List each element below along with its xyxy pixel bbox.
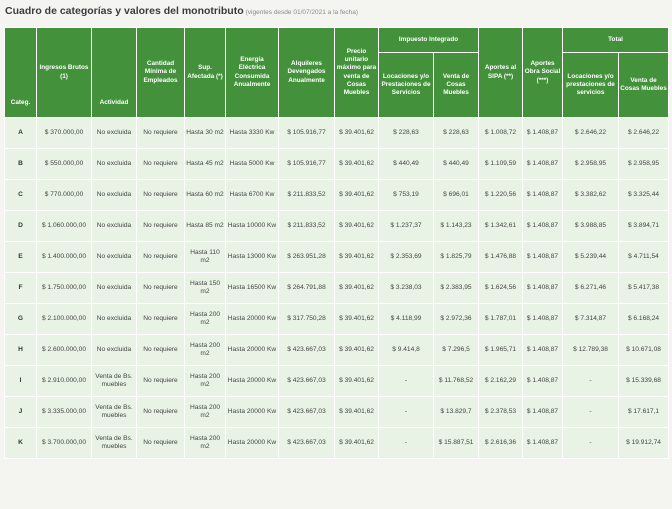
cell-total-venta: $ 10.671,08 (619, 335, 669, 366)
cell-ingresos: $ 770.000,00 (37, 180, 92, 211)
cell-energia: Hasta 6700 Kw (226, 180, 279, 211)
cell-actividad: Venta de Bs. muebles (92, 397, 137, 428)
cell-ingresos: $ 550.000,00 (37, 149, 92, 180)
cell-precio: $ 39.401,62 (335, 428, 379, 459)
cell-ingresos: $ 370.000,00 (37, 118, 92, 149)
cell-category: G (5, 304, 37, 335)
header-alquileres: Alquileres Devengados Anualmente (279, 28, 335, 118)
cell-obra-social: $ 1.408,87 (523, 180, 563, 211)
cell-superficie: Hasta 200 m2 (185, 335, 226, 366)
cell-actividad: No excluida (92, 118, 137, 149)
cell-energia: Hasta 20000 Kw (226, 397, 279, 428)
table-row (5, 242, 669, 273)
cell-imp-locaciones: - (379, 428, 434, 459)
header-imp-locaciones: Locaciones y/o Prestaciones de Servicios (379, 53, 434, 118)
table-body (5, 118, 669, 459)
cell-precio: $ 39.401,62 (335, 180, 379, 211)
cell-total-venta: $ 4.711,54 (619, 242, 669, 273)
header-imp-venta: Venta de Cosas Muebles (434, 53, 479, 118)
cell-precio: $ 39.401,62 (335, 335, 379, 366)
cell-empleados: No requiere (137, 180, 185, 211)
cell-ingresos: $ 1.750.000,00 (37, 273, 92, 304)
cell-sipa: $ 1.624,56 (479, 273, 523, 304)
cell-imp-locaciones: $ 440,49 (379, 149, 434, 180)
cell-sipa: $ 1.787,01 (479, 304, 523, 335)
cell-category: B (5, 149, 37, 180)
cell-total-locaciones: - (563, 428, 619, 459)
cell-actividad: No excluida (92, 304, 137, 335)
cell-imp-locaciones: $ 2.353,69 (379, 242, 434, 273)
cell-precio: $ 39.401,62 (335, 211, 379, 242)
cell-empleados: No requiere (137, 428, 185, 459)
page-subtitle: (vigentes desde 01/07/2021 a la fecha) (245, 9, 359, 16)
monotributo-table (4, 27, 669, 459)
cell-actividad: No excluida (92, 149, 137, 180)
cell-actividad: No excluida (92, 335, 137, 366)
cell-actividad: No excluida (92, 273, 137, 304)
cell-imp-venta: $ 13.829,7 (434, 397, 479, 428)
cell-total-locaciones: - (563, 366, 619, 397)
cell-energia: Hasta 20000 Kw (226, 428, 279, 459)
cell-alquileres: $ 211.833,52 (279, 211, 335, 242)
cell-obra-social: $ 1.408,87 (523, 428, 563, 459)
header-obra-social: Aportes Obra Social (***) (523, 28, 563, 118)
cell-ingresos: $ 2.910.000,00 (37, 366, 92, 397)
cell-imp-venta: $ 2.972,36 (434, 304, 479, 335)
cell-empleados: No requiere (137, 397, 185, 428)
table-row (5, 211, 669, 242)
header-energia: Energía Eléctrica Consumida Anualmente (226, 28, 279, 118)
cell-alquileres: $ 105.916,77 (279, 149, 335, 180)
cell-imp-venta: $ 11.768,52 (434, 366, 479, 397)
table-row (5, 149, 669, 180)
header-sipa: Aportes al SIPA (**) (479, 28, 523, 118)
cell-category: J (5, 397, 37, 428)
table-row (5, 428, 669, 459)
cell-imp-locaciones: $ 4.118,99 (379, 304, 434, 335)
cell-total-locaciones: $ 3.988,85 (563, 211, 619, 242)
header-categ: Categ. (5, 28, 37, 118)
cell-imp-venta: $ 1.143,23 (434, 211, 479, 242)
cell-empleados: No requiere (137, 335, 185, 366)
table-row (5, 304, 669, 335)
cell-energia: Hasta 20000 Kw (226, 366, 279, 397)
cell-sipa: $ 1.476,88 (479, 242, 523, 273)
header-total-locaciones: Locaciones y/o prestaciones de servicios (563, 53, 619, 118)
cell-empleados: No requiere (137, 304, 185, 335)
cell-actividad: Venta de Bs. muebles (92, 366, 137, 397)
cell-precio: $ 39.401,62 (335, 149, 379, 180)
header-ingresos: Ingresos Brutos (1) (37, 28, 92, 118)
table-row (5, 397, 669, 428)
cell-superficie: Hasta 85 m2 (185, 211, 226, 242)
cell-precio: $ 39.401,62 (335, 242, 379, 273)
table-row (5, 118, 669, 149)
cell-actividad: Venta de Bs. muebles (92, 428, 137, 459)
cell-category: I (5, 366, 37, 397)
cell-imp-venta: $ 2.383,95 (434, 273, 479, 304)
cell-category: K (5, 428, 37, 459)
cell-alquileres: $ 211.833,52 (279, 180, 335, 211)
cell-imp-locaciones: $ 9.414,8 (379, 335, 434, 366)
cell-empleados: No requiere (137, 242, 185, 273)
cell-total-venta: $ 3.894,71 (619, 211, 669, 242)
cell-category: C (5, 180, 37, 211)
header-actividad: Actividad (92, 28, 137, 118)
cell-total-locaciones: $ 3.382,62 (563, 180, 619, 211)
cell-alquileres: $ 423.667,03 (279, 428, 335, 459)
cell-actividad: No excluida (92, 211, 137, 242)
cell-obra-social: $ 1.408,87 (523, 366, 563, 397)
cell-total-venta: $ 3.325,44 (619, 180, 669, 211)
cell-total-locaciones: $ 2.646,22 (563, 118, 619, 149)
cell-sipa: $ 1.109,59 (479, 149, 523, 180)
cell-total-venta: $ 2.646,22 (619, 118, 669, 149)
cell-energia: Hasta 16500 Kw (226, 273, 279, 304)
cell-precio: $ 39.401,62 (335, 273, 379, 304)
cell-imp-venta: $ 440,49 (434, 149, 479, 180)
cell-superficie: Hasta 150 m2 (185, 273, 226, 304)
cell-precio: $ 39.401,62 (335, 366, 379, 397)
cell-precio: $ 39.401,62 (335, 397, 379, 428)
cell-obra-social: $ 1.408,87 (523, 242, 563, 273)
cell-actividad: No excluida (92, 242, 137, 273)
cell-empleados: No requiere (137, 273, 185, 304)
cell-energia: Hasta 3330 Kw (226, 118, 279, 149)
cell-category: H (5, 335, 37, 366)
cell-ingresos: $ 1.060.000,00 (37, 211, 92, 242)
cell-superficie: Hasta 200 m2 (185, 304, 226, 335)
cell-imp-locaciones: - (379, 397, 434, 428)
cell-total-venta: $ 2.958,95 (619, 149, 669, 180)
cell-total-locaciones: $ 5.239,44 (563, 242, 619, 273)
cell-total-venta: $ 15.339,68 (619, 366, 669, 397)
cell-category: E (5, 242, 37, 273)
header-total: Total (563, 28, 669, 53)
cell-superficie: Hasta 200 m2 (185, 428, 226, 459)
cell-imp-venta: $ 228,63 (434, 118, 479, 149)
cell-total-locaciones: $ 12.789,38 (563, 335, 619, 366)
cell-alquileres: $ 263.951,28 (279, 242, 335, 273)
cell-alquileres: $ 317.750,28 (279, 304, 335, 335)
table-row (5, 180, 669, 211)
cell-superficie: Hasta 30 m2 (185, 118, 226, 149)
cell-empleados: No requiere (137, 211, 185, 242)
cell-category: F (5, 273, 37, 304)
cell-total-locaciones: $ 6.271,46 (563, 273, 619, 304)
cell-superficie: Hasta 45 m2 (185, 149, 226, 180)
cell-imp-locaciones: $ 3.238,03 (379, 273, 434, 304)
cell-obra-social: $ 1.408,87 (523, 149, 563, 180)
cell-precio: $ 39.401,62 (335, 304, 379, 335)
cell-sipa: $ 2.616,36 (479, 428, 523, 459)
cell-sipa: $ 2.378,53 (479, 397, 523, 428)
cell-category: D (5, 211, 37, 242)
cell-imp-locaciones: $ 753,19 (379, 180, 434, 211)
cell-sipa: $ 1.342,61 (479, 211, 523, 242)
cell-empleados: No requiere (137, 366, 185, 397)
table-row (5, 366, 669, 397)
cell-alquileres: $ 105.916,77 (279, 118, 335, 149)
cell-superficie: Hasta 200 m2 (185, 397, 226, 428)
table-row (5, 273, 669, 304)
cell-actividad: No excluida (92, 180, 137, 211)
cell-alquileres: $ 264.791,88 (279, 273, 335, 304)
cell-superficie: Hasta 200 m2 (185, 366, 226, 397)
cell-ingresos: $ 3.700.000,00 (37, 428, 92, 459)
table-row (5, 335, 669, 366)
cell-total-venta: $ 5.417,38 (619, 273, 669, 304)
cell-obra-social: $ 1.408,87 (523, 211, 563, 242)
cell-energia: Hasta 5000 Kw (226, 149, 279, 180)
cell-obra-social: $ 1.408,87 (523, 335, 563, 366)
cell-empleados: No requiere (137, 118, 185, 149)
cell-ingresos: $ 2.100.000,00 (37, 304, 92, 335)
cell-sipa: $ 1.008,72 (479, 118, 523, 149)
cell-total-venta: $ 6.168,24 (619, 304, 669, 335)
cell-imp-venta: $ 7.296,5 (434, 335, 479, 366)
cell-sipa: $ 1.220,56 (479, 180, 523, 211)
cell-total-venta: $ 17.617,1 (619, 397, 669, 428)
cell-precio: $ 39.401,62 (335, 118, 379, 149)
cell-imp-locaciones: $ 1.237,37 (379, 211, 434, 242)
cell-energia: Hasta 10000 Kw (226, 211, 279, 242)
cell-total-locaciones: - (563, 397, 619, 428)
cell-energia: Hasta 13000 Kw (226, 242, 279, 273)
cell-sipa: $ 2.162,29 (479, 366, 523, 397)
cell-category: A (5, 118, 37, 149)
cell-alquileres: $ 423.667,03 (279, 397, 335, 428)
cell-imp-venta: $ 15.887,51 (434, 428, 479, 459)
cell-obra-social: $ 1.408,87 (523, 118, 563, 149)
cell-energia: Hasta 20000 Kw (226, 304, 279, 335)
cell-ingresos: $ 3.335.000,00 (37, 397, 92, 428)
cell-ingresos: $ 2.600.000,00 (37, 335, 92, 366)
cell-ingresos: $ 1.400.000,00 (37, 242, 92, 273)
cell-imp-venta: $ 1.825,79 (434, 242, 479, 273)
cell-total-locaciones: $ 2.958,95 (563, 149, 619, 180)
cell-alquileres: $ 423.667,03 (279, 335, 335, 366)
cell-imp-venta: $ 696,01 (434, 180, 479, 211)
cell-total-locaciones: $ 7.314,87 (563, 304, 619, 335)
page-title: Cuadro de categorías y valores del monotributo (vigentes desde 01/07/2021 a la fecha) (5, 5, 359, 17)
cell-obra-social: $ 1.408,87 (523, 397, 563, 428)
cell-alquileres: $ 423.667,03 (279, 366, 335, 397)
cell-imp-locaciones: - (379, 366, 434, 397)
header-superficie: Sup. Afectada (*) (185, 28, 226, 118)
cell-imp-locaciones: $ 228,63 (379, 118, 434, 149)
cell-obra-social: $ 1.408,87 (523, 304, 563, 335)
cell-superficie: Hasta 110 m2 (185, 242, 226, 273)
header-empleados: Cantidad Mínima de Empleados (137, 28, 185, 118)
header-impuesto-integrado: Impuesto Integrado (379, 28, 479, 53)
cell-empleados: No requiere (137, 149, 185, 180)
header-precio: Precio unitario máximo para venta de Cosas Muebles (335, 28, 379, 118)
header-total-venta: Venta de Cosas Muebles (619, 53, 669, 118)
cell-energia: Hasta 20000 Kw (226, 335, 279, 366)
cell-obra-social: $ 1.408,87 (523, 273, 563, 304)
cell-sipa: $ 1.965,71 (479, 335, 523, 366)
cell-superficie: Hasta 60 m2 (185, 180, 226, 211)
cell-total-venta: $ 19.912,74 (619, 428, 669, 459)
